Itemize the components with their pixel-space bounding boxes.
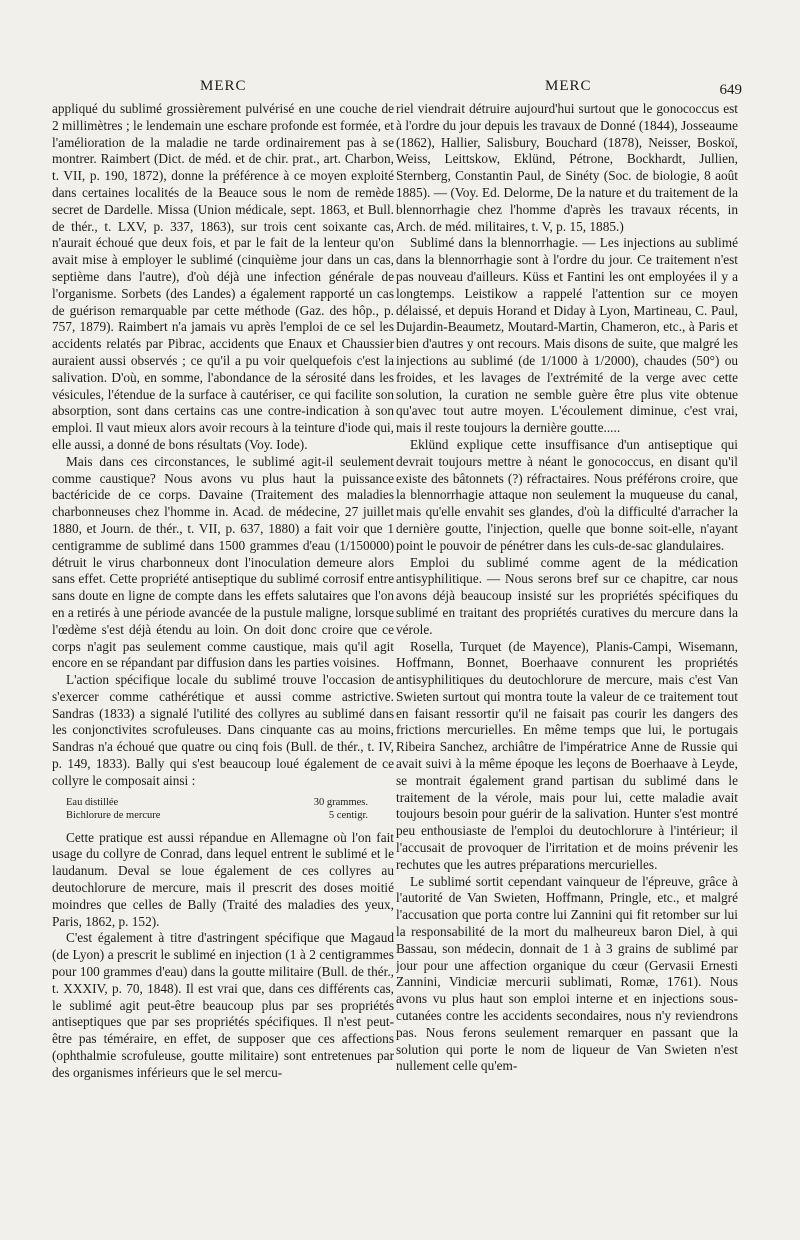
right-column bbox=[396, 101, 738, 1231]
recipe-ingredient: Bichlorure de mercure bbox=[66, 809, 161, 821]
recipe-line bbox=[66, 796, 394, 809]
recipe-quantity: 30 grammes. bbox=[313, 796, 368, 808]
paragraph: Eklünd explique cette insuffisance d'un antiseptique qui devrait toujours mettre à néant le gonococcus, en disant qu'il existe des bâtonnets (?) réfractaires. Nous préférons croire, que la blennorrhagie attaque non seulement la muqueuse du canal, mais qu'elle envahit ses glandes, d'où la difficulté d'arracher la dernière goutte, l'injection, quelle que bonne soit-elle, n'ayant point le pouvoir de pénétrer dans les culs-de-sac glandulaires. bbox=[396, 436, 738, 553]
paragraph: L'action spécifique locale du sublimé trouve l'occasion de s'exercer comme cathérétique et aussi comme astrictive. Sandras (1833) a signalé l'utilité des collyres au sublimé dans les conjonctivites scrofuleuses. Dans cinquante cas au moins, Sandras n'a échoué que quatre ou cinq fois (Bull. de thér., t. IV, p. 149, 1833). Bally qui s'est beaucoup loué également de ce collyre le composait ainsi : bbox=[52, 672, 394, 788]
page-number: 649 bbox=[719, 82, 742, 98]
paragraph: appliqué du sublimé grossièrement pulvérisé en une couche de 2 millimètres ; le lendemain une eschare profonde est formée, et l'amélioration de la maladie ne tarde ordinairement pas à se montrer. Raimbert (Dict. de méd. et de chir. prat., art. Charbon, t. VII, p. 190, 1872), donne la préférence à ce moyen exploité dans certaines localités de la Beauce sous le nom de remède secret de Dardelle. Missa (Union médicale, sept. 1863, et Bull. de thér., t. LXV, p. 337, 1863), sur trois cent soixante cas, n'aurait échoué que deux fois, et par le fait de la lenteur qu'on avait mise à employer le sublimé (cinquième jour dans un cas, septième dans l'autre), d'où déjà une infection générale de l'organisme. Sorbets (des Landes) a également rapporté un cas de guérison remarquable par cette méthode (Gaz. des hôp., p. 757, 1879). Raimbert n'a jamais vu après l'emploi de ce sel les accidents relatés par Pibrac, accidents que Enaux et Chaussier auraient aussi observés ; ce qu'il a pu voir quelquefois c'est la salivation. D'où, en somme, l'abondance de la sérosité dans les vésicules, l'étendue de la surface à cautériser, ce qui facilite son absorption, sont dans certains cas une contre-indication à son emploi. Il vaut mieux alors avoir recours à la teinture d'iode qui, elle aussi, a donné de bons résultats (Voy. Iode). bbox=[52, 101, 394, 452]
running-head-left: MERC bbox=[200, 78, 247, 94]
paragraph: Sublimé dans la blennorrhagie. — Les injections au sublimé dans la blennorrhagie sont à l'ordre du jour. Ce traitement n'est pas nouveau d'ailleurs. Küss et Fantini les ont employées il y a longtemps. Leistikow a rappelé l'attention sur ce moyen délaissé, et depuis Horand et Diday à Lyon, Martineau, C. Paul, Dujardin-Beaumetz, Moutard-Martin, Chameron, etc., à Paris et bien d'autres y ont recours. Mais disons de suite, que malgré les injections au sublimé (de 1/1000 à 1/2000), chaudes (50°) ou froides, et les lavages de l'extrémité de la verge avec cette solution, la curation ne semble guère être plus vite obtenue qu'avec tout autre moyen. L'écoulement diminue, c'est vrai, mais il reste toujours la dernière goutte..... bbox=[396, 235, 738, 436]
paragraph: Cette pratique est aussi répandue en Allemagne où l'on fait usage du collyre de Conrad, dans lequel entrent le sublimé et le laudanum. Deval se loue également de ces collyres au deutochlorure de mercure, mais il prescrit des doses moitié moindres que celles de Bally (Traité des maladies des yeux, Paris, 1862, p. 152). bbox=[52, 829, 394, 929]
paragraph: Emploi du sublimé comme agent de la médication antisyphilitique. — Nous serons bref sur ce chapitre, car nous avons déjà beaucoup insisté sur les propriétés spécifiques du sublimé en traitant des propriétés curatives du mercure dans la vérole. bbox=[396, 554, 738, 637]
recipe-line bbox=[66, 809, 394, 822]
recipe-quantity: 5 centigr. bbox=[328, 809, 368, 821]
paragraph: riel viendrait détruire aujourd'hui surtout que le gonococcus est à l'ordre du jour depuis les travaux de Donné (1844), Josseaume (1862), Hallier, Salisbury, Bouchard (1878), Neisser, Boskoï, Weiss, Leittskow, Eklünd, Pétrone, Bockhardt, Jullien, Sternberg, Constantin Paul, de Sinéty (Soc. de biologie, 8 août 1885). — (Voy. Ed. Delorme, De la nature et du traitement de la blennorrhagie chez l'homme d'après les travaux récents, in Arch. de méd. militaires, t. V, p. 15, 1885.) bbox=[396, 101, 738, 234]
recipe-ingredient: Eau distillée bbox=[66, 796, 119, 808]
paragraph: Rosella, Turquet (de Mayence), Planis-Campi, Wisemann, Hoffmann, Bonnet, Boerhaave connurent les propriétés antisyphilitiques du deutochlorure de mercure, mais c'est Van Swieten surtout qui montra toute la valeur de ce traitement tout en faisant ressortir qu'il ne faisait pas courir les dangers des frictions mercurielles. En même temps que lui, le portugais Ribeira Sanchez, archiâtre de l'impératrice Anne de Russie qui avait suivi à la même époque les leçons de Boerhaave à Leyde, se montrait également grand partisan du sublimé dans le traitement de la vérole, mais pour lui, cette maladie avait toujours besoin pour guérir de la salivation. Hunter s'est montré peu enthousiaste de l'emploi du deutochlorure à l'intérieur; il l'accusait de provoquer de l'irritation et de moins prévenir les rechutes que les autres préparations mercurielles. bbox=[396, 638, 738, 872]
left-column bbox=[52, 101, 394, 1231]
paragraph: Le sublimé sortit cependant vainqueur de l'épreuve, grâce à l'autorité de Van Swieten, Hoffmann, Pringle, etc., et malgré l'accusation que porta contre lui Zannini qui fit retomber sur lui la responsabilité de la mort du malheureux baron Diel, à qui Bassau, son médecin, donnait de 1 à 3 grains de sublimé par jour pour une affection organique du cœur (Gervasii Ernesti Zannini, Vindiciæ mercurii sublimati, Romæ, 1761). Nous avons vu plus haut son emploi interne et en injections sous-cutanées contre les accidents secondaires, nous n'y reviendrons pas. Nous ferons seulement remarquer en passant que la solution qui porte le nom de liqueur de Van Swieten n'est nullement celle qu'em- bbox=[396, 873, 738, 1074]
running-head-right: MERC bbox=[545, 78, 592, 94]
recipe-formula bbox=[52, 796, 394, 822]
paragraph: Mais dans ces circonstances, le sublimé agit-il seulement comme caustique? Nous avons vu plus haut la puissance bactéricide de ce corps. Davaine (Traitement des maladies charbonneuses chez l'homme in. Acad. de médecine, 27 juillet 1880, et Journ. de thér., t. VII, p. 637, 1880) a fait voir que 1 centigramme de sublimé dans 1500 grammes d'eau (1/150000) détruit le virus charbonneux dont l'inoculation demeure alors sans effet. Cette propriété antiseptique du sublimé corrosif entre sans doute en ligne de compte dans les effets salutaires que l'on en a retirés à une période avancée de la pustule maligne, lorsque l'œdème s'est déjà étendu au loin. On doit donc croire que ce corps n'agit pas seulement comme caustique, mais qu'il agit encore en se répandant par diffusion dans les parties voisines. bbox=[52, 453, 394, 671]
paragraph: C'est également à titre d'astringent spécifique que Magaud (de Lyon) a prescrit le sublimé en injection (1 à 2 centigrammes pour 100 grammes d'eau) dans la goutte militaire (Bull. de thér., t. XXXIV, p. 70, 1848). Il est vrai que, dans ces différents cas, le sublimé agit peut-être beaucoup plus par ses propriétés antiseptiques que par ses propriétés spécifiques. Il n'est peut-être pas téméraire, en effet, de supposer que ces affections (ophthalmie scrofuleuse, goutte militaire) sont entretenues par des organismes inférieurs que le sel mercu- bbox=[52, 930, 394, 1080]
